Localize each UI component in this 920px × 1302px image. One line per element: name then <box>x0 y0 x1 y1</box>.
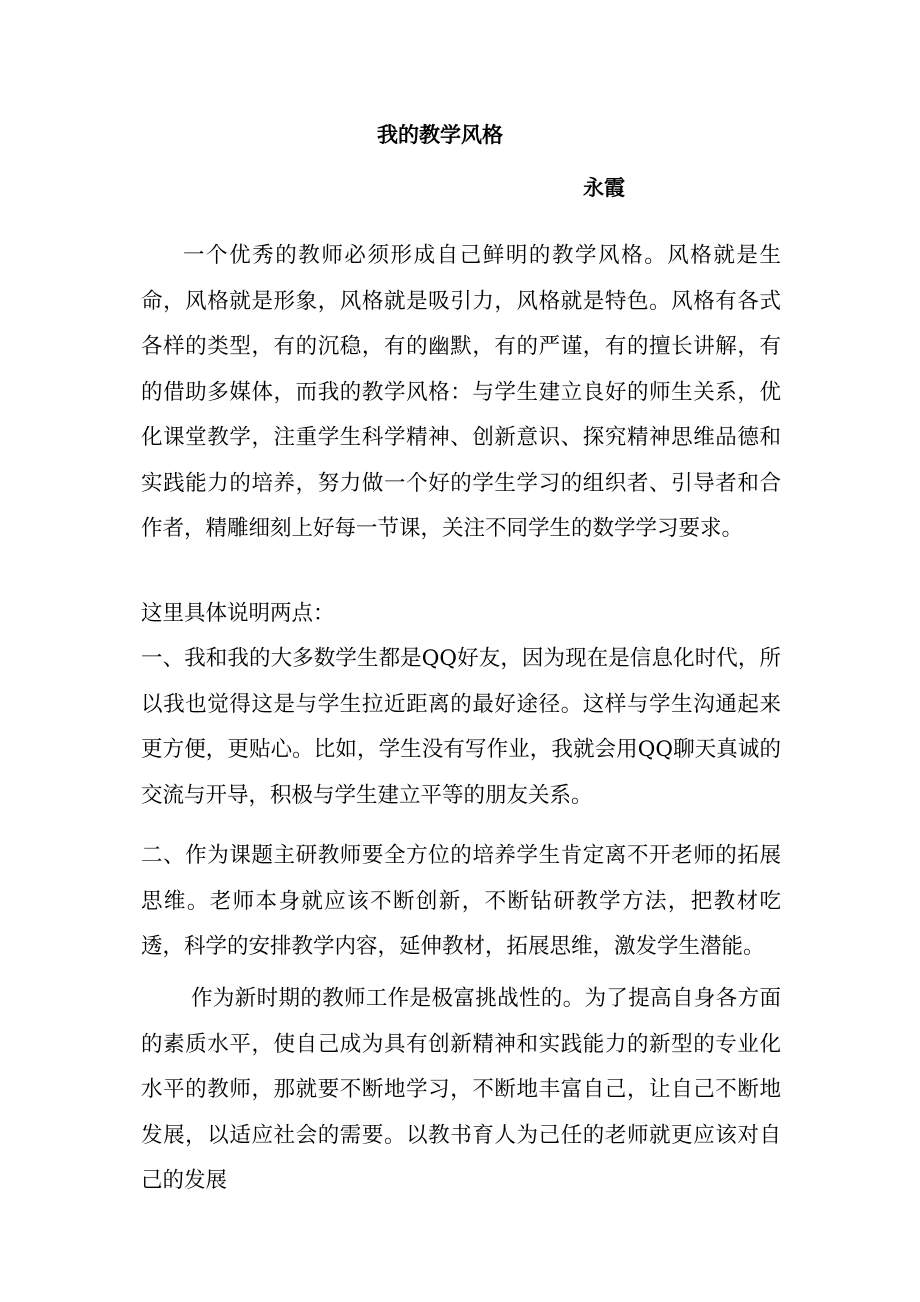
document-author: 永霞 <box>583 175 625 200</box>
document-title: 我的教学风格 <box>377 122 503 147</box>
paragraph-two-points: 这里具体说明两点： <box>141 601 335 626</box>
paragraph-conclusion: 作为新时期的教师工作是极富挑战性的。为了提高自身各方面的素质水平，使自己成为具有创新精神和实践能力的新型的专业化水平的教师，那就要不断地学习，不断地丰富自己，让自己不断地发展，以适应社会的需要。以教书育人为己任的老师就更应该对自己的发展 <box>141 986 781 1193</box>
paragraph-point-two: 二、作为课题主研教师要全方位的培养学生肯定离不开老师的拓展思维。老师本身就应该不断创新，不断钻研教学方法，把教材吃透，科学的安排教学内容，延伸教材，拓展思维，激发学生潜能。 <box>141 843 781 959</box>
paragraph-intro: 一个优秀的教师必须形成自己鲜明的教学风格。风格就是生命，风格就是形象，风格就是吸引力，风格就是特色。风格有各式各样的类型，有的沉稳，有的幽默，有的严谨，有的擅长讲解，有的借助多媒体，而我的教学风格：与学生建立良好的师生关系，优化课堂教学，注重学生科学精神、创新意识、探究精神思维品德和实践能力的培养，努力做一个好的学生学习的组织者、引导者和合作者，精雕细刻上好每一节课，关注不同学生的数学学习要求。 <box>141 243 781 541</box>
paragraph-point-one: 一、我和我的大多数学生都是QQ好友，因为现在是信息化时代，所以我也觉得这是与学生拉近距离的最好途径。这样与学生沟通起来更方便，更贴心。比如，学生没有写作业，我就会用QQ聊天真诚的交流与开导，积极与学生建立平等的朋友关系。 <box>141 646 781 808</box>
